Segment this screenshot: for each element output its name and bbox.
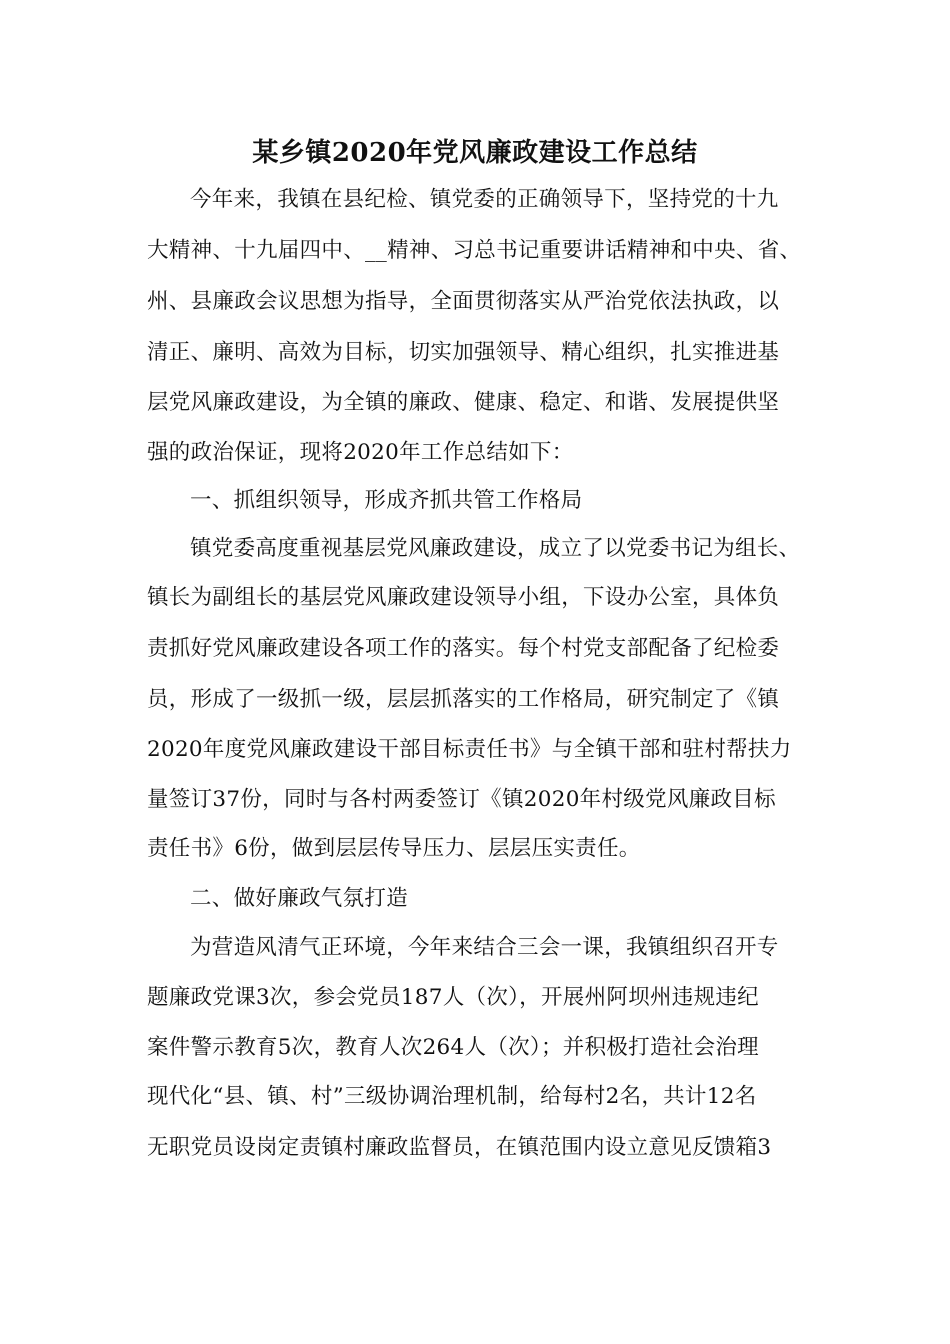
- paragraph-line: 量签订37份，同时与各村两委签订《镇2020年村级党风廉政目标: [147, 787, 776, 812]
- paragraph-line: 责抓好党风廉政建设各项工作的落实。每个村党支部配备了纪检委: [147, 636, 780, 661]
- section-heading: 一、抓组织领导，形成齐抓共管工作格局: [190, 488, 583, 513]
- paragraph-line: 为营造风清气正环境，今年来结合三会一课，我镇组织召开专: [190, 935, 779, 960]
- paragraph-line: 题廉政党课3次，参会党员187人（次），开展州阿坝州违规违纪: [147, 985, 759, 1010]
- paragraph-line: 现代化“县、镇、村”三级协调治理机制，给每村2名，共计12名: [147, 1084, 757, 1109]
- paragraph-line: 今年来，我镇在县纪检、镇党委的正确领导下，坚持党的十九: [190, 187, 779, 212]
- paragraph-line: 镇长为副组长的基层党风廉政建设领导小组，下设办公室，具体负: [147, 585, 780, 610]
- paragraph-line: 州、县廉政会议思想为指导，全面贯彻落实从严治党依法执政，以: [147, 289, 780, 314]
- paragraph-line: 员，形成了一级抓一级，层层抓落实的工作格局，研究制定了《镇: [147, 687, 780, 712]
- document-title: 某乡镇2020年党风廉政建设工作总结: [252, 138, 698, 168]
- paragraph-line: 清正、廉明、高效为目标，切实加强领导、精心组织，扎实推进基: [147, 340, 780, 365]
- paragraph-line: 案件警示教育5次，教育人次264人（次）；并积极打造社会治理: [147, 1035, 759, 1060]
- section-heading: 二、做好廉政气氛打造: [190, 886, 409, 911]
- paragraph-line: 责任书》6份，做到层层传导压力、层层压实责任。: [147, 836, 641, 861]
- paragraph-line: 大精神、十九届四中、__精神、习总书记重要讲话精神和中央、省、: [147, 238, 802, 263]
- paragraph-line: 镇党委高度重视基层党风廉政建设，成立了以党委书记为组长、: [190, 536, 801, 561]
- paragraph-line: 层党风廉政建设，为全镇的廉政、健康、稳定、和谐、发展提供坚: [147, 390, 780, 415]
- paragraph-line: 无职党员设岗定责镇村廉政监督员，在镇范围内设立意见反馈箱3: [147, 1135, 772, 1160]
- paragraph-line: 2020年度党风廉政建设干部目标责任书》与全镇干部和驻村帮扶力: [147, 737, 792, 762]
- paragraph-line: 强的政治保证，现将2020年工作总结如下：: [147, 440, 574, 465]
